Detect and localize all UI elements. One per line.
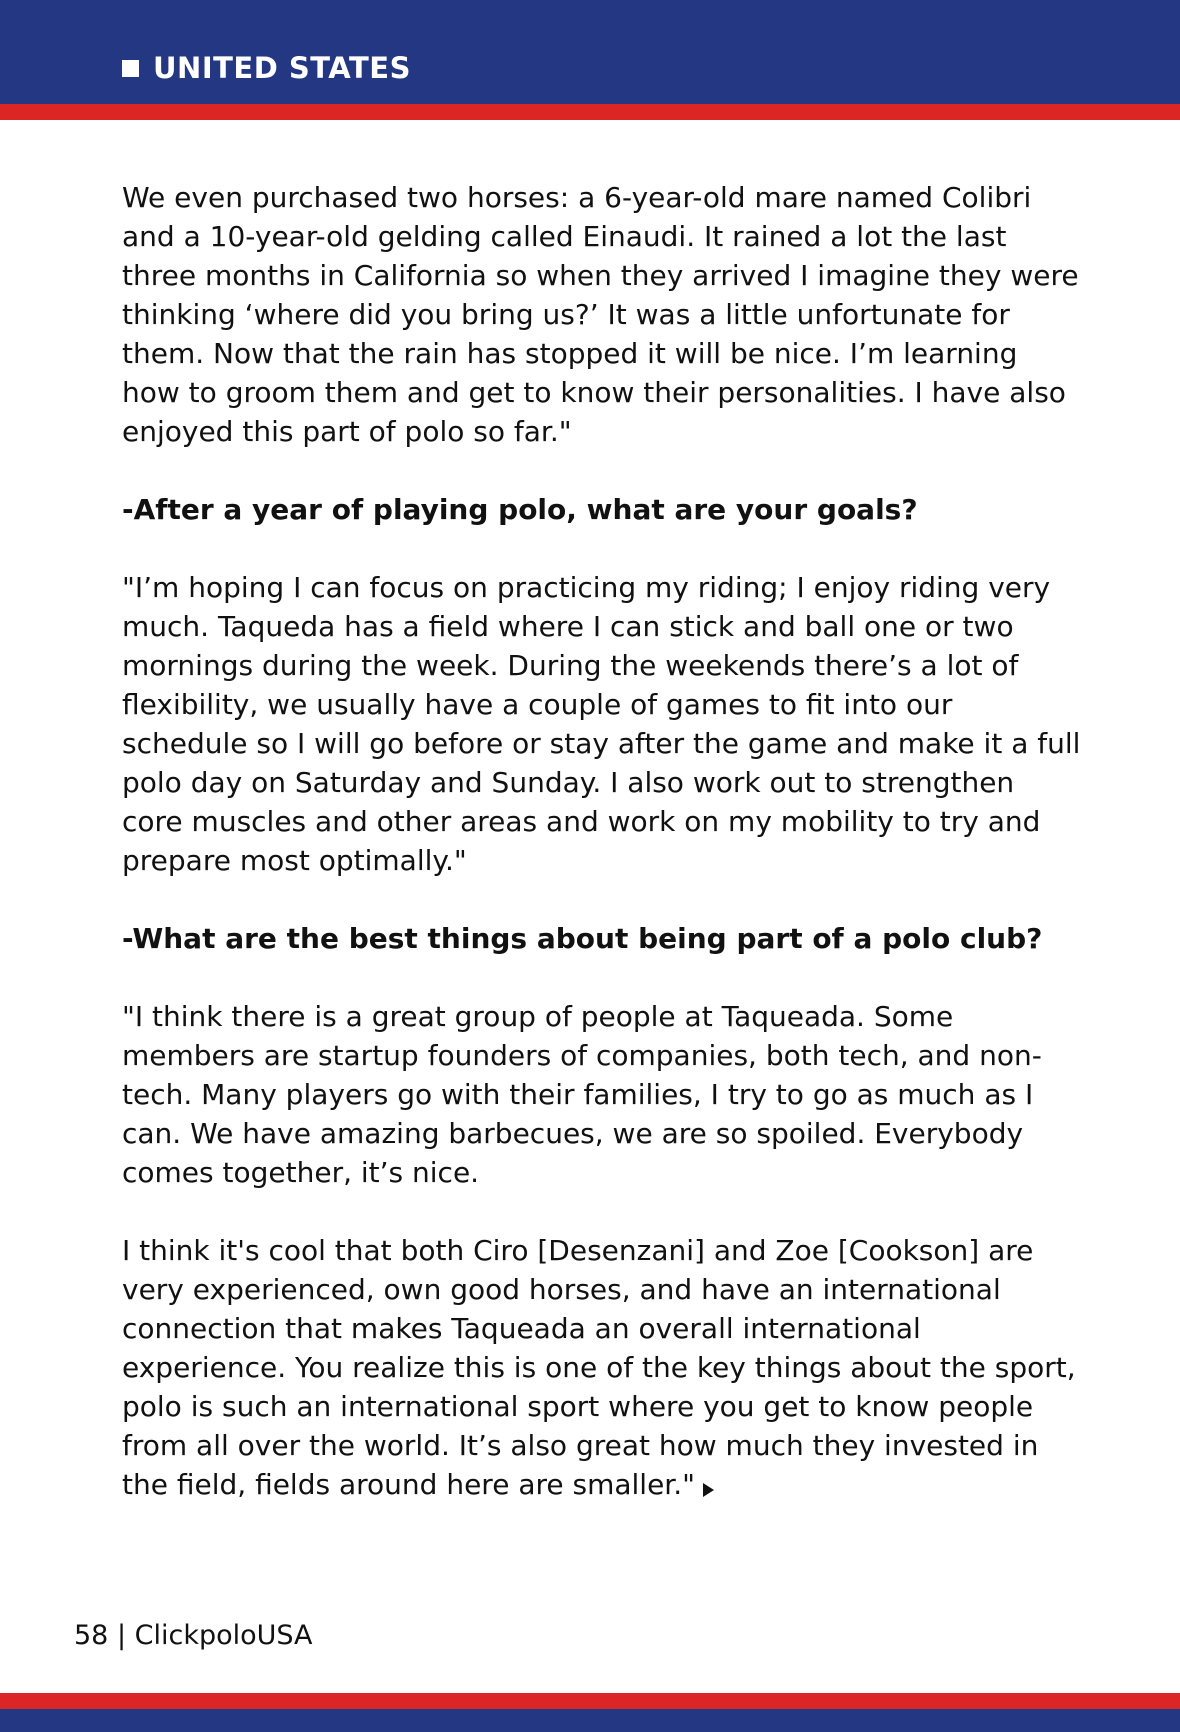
section-label	[122, 46, 411, 90]
paragraph-final	[122, 1231, 1082, 1504]
footer-red-stripe	[0, 1693, 1180, 1709]
interview-question: -After a year of playing polo, what are your goals?	[122, 493, 918, 526]
footer-band	[0, 1709, 1180, 1732]
square-bullet-icon	[122, 60, 139, 77]
paragraph: "I’m hoping I can focus on practicing my riding; I enjoy riding very much. Taqueda has a field where I can stick and ball one or two mornings during the week. During the weekends there’s a lot of flexibility, we usually have a couple of games to fit into our schedule so I will go before or stay after the game and make it a full polo day on Saturday and Sunday. I also work out to strengthen core muscles and other areas and work on my mobility to try and prepare most optimally."	[122, 571, 1081, 877]
section-label-text: UNITED STATES	[153, 51, 411, 85]
paragraph: "I think there is a great group of people at Taqueada. Some members are startup founders of companies, both tech, and non-tech. Many players go with their families, I try to go as much as I can. We have amazing barbecues, we are so spoiled. Everybody comes together, it’s nice.	[122, 1000, 1042, 1189]
continue-arrow-icon	[703, 1483, 714, 1497]
interview-question: -What are the best things about being part of a polo club?	[122, 922, 1043, 955]
page-footer: 58 | ClickpoloUSA	[74, 1620, 313, 1651]
article-body	[122, 178, 1082, 1543]
header-red-stripe	[0, 104, 1180, 120]
paragraph-text: I think it's cool that both Ciro [Desenzani] and Zoe [Cookson] are very experienced, own good horses, and have an international connection that makes Taqueada an overall international experience. You realize this is one of the key things about the sport, polo is such an international sport where you get to know people from all over the world. It’s also great how much they invested in the field, fields around here are smaller."	[122, 1234, 1076, 1501]
paragraph: We even purchased two horses: a 6-year-old mare named Colibri and a 10-year-old gelding called Einaudi. It rained a lot the last three months in California so when they arrived I imagine they were thinking ‘where did you bring us?’ It was a little unfortunate for them. Now that the rain has stopped it will be nice. I’m learning how to groom them and get to know their personalities. I have also enjoyed this part of polo so far."	[122, 181, 1079, 448]
